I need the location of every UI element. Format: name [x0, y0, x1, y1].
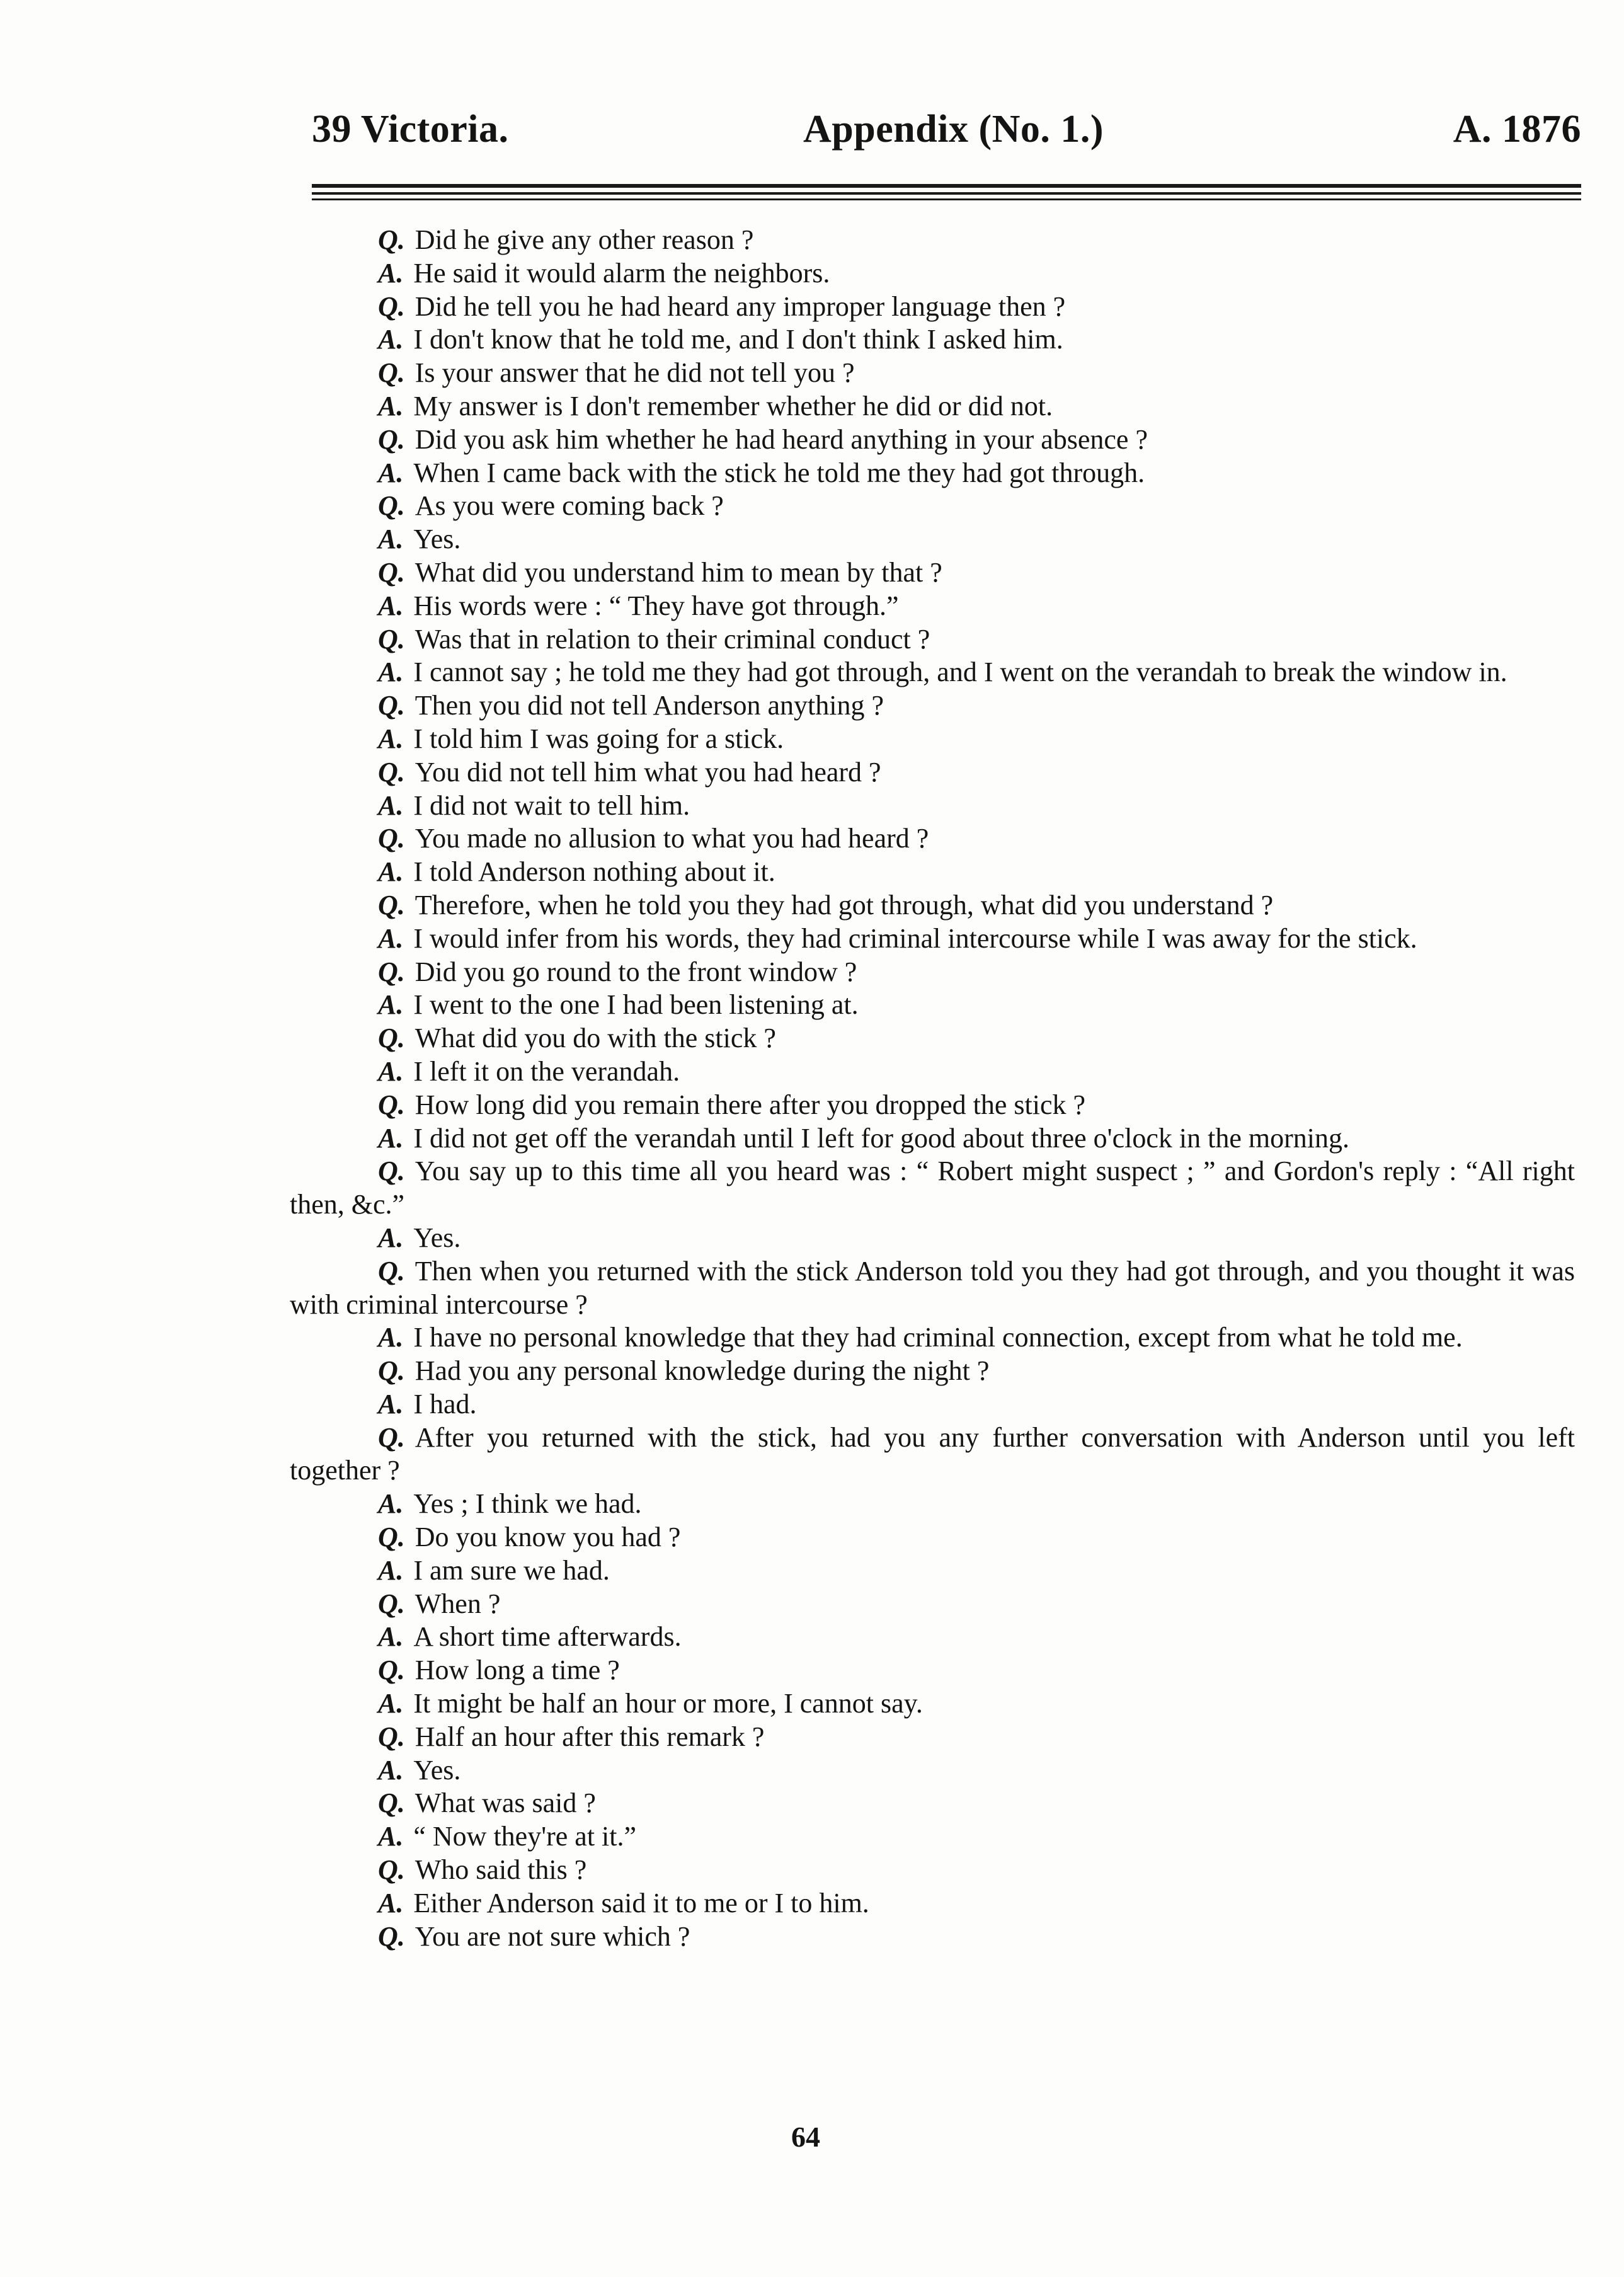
answer-line: [290, 1754, 1575, 1787]
answer-line: [290, 723, 1575, 756]
speaker-label: A.: [378, 1754, 404, 1786]
line-text: What did you understand him to mean by that ?: [415, 556, 942, 588]
answer-line: [290, 1820, 1575, 1854]
line-text: I don't know that he told me, and I don't think I asked him.: [413, 324, 1063, 355]
line-text: As you were coming back ?: [415, 490, 724, 522]
answer-line: [290, 323, 1575, 357]
answer-line: [290, 1388, 1575, 1421]
question-line: [290, 822, 1575, 856]
line-text: What did you do with the stick ?: [415, 1023, 776, 1054]
speaker-label: A.: [378, 789, 404, 821]
question-line: [290, 1654, 1575, 1687]
speaker-label: A.: [378, 324, 404, 355]
question-line: [290, 423, 1575, 457]
line-text: I did not get off the verandah until I left for good about three o'clock in the morning.: [413, 1122, 1349, 1154]
speaker-label: A.: [378, 457, 404, 488]
speaker-label: Q.: [378, 1787, 405, 1819]
speaker-label: Q.: [378, 1588, 405, 1619]
question-line: [290, 1355, 1575, 1388]
speaker-label: A.: [378, 989, 404, 1021]
question-line: [290, 1421, 1575, 1488]
answer-line: [290, 1122, 1575, 1156]
answer-line: [290, 390, 1575, 423]
line-text: You say up to this time all you heard was : “ Robert might suspect ; ” and Gordon's reply : “All right then, &c.”: [290, 1156, 1575, 1220]
page-footer: [0, 2120, 1624, 2154]
line-text: Then you did not tell Anderson anything ?: [415, 690, 884, 721]
speaker-label: Q.: [378, 1156, 405, 1187]
answer-line: [290, 1620, 1575, 1654]
line-text: Half an hour after this remark ?: [415, 1721, 765, 1752]
speaker-label: A.: [378, 1488, 404, 1520]
question-line: [290, 1089, 1575, 1122]
line-text: I told Anderson nothing about it.: [413, 856, 775, 888]
answer-line: [290, 656, 1575, 689]
question-line: [290, 556, 1575, 590]
speaker-label: A.: [378, 657, 404, 688]
line-text: You did not tell him what you had heard ?: [415, 756, 881, 788]
speaker-label: A.: [378, 1887, 404, 1919]
speaker-label: A.: [378, 1621, 404, 1653]
answer-line: [290, 257, 1575, 290]
line-text: I have no personal knowledge that they had criminal connection, except from what he told me.: [413, 1322, 1463, 1353]
header-title: Appendix (No. 1.): [803, 108, 1104, 151]
line-text: Did he tell you he had heard any improper language then ?: [415, 290, 1066, 322]
line-text: You are not sure which ?: [415, 1920, 690, 1952]
line-text: Do you know you had ?: [415, 1522, 681, 1553]
question-line: [290, 1022, 1575, 1055]
header-volume: 39 Victoria.: [312, 108, 509, 151]
answer-line: [290, 523, 1575, 556]
speaker-label: Q.: [378, 556, 405, 588]
answer-line: [290, 457, 1575, 490]
question-line: [290, 490, 1575, 523]
line-text: Therefore, when he told you they had got through, what did you understand ?: [415, 889, 1274, 921]
speaker-label: A.: [378, 1322, 404, 1353]
question-line: [290, 889, 1575, 922]
line-text: Yes ; I think we had.: [413, 1488, 642, 1520]
answer-line: [290, 1488, 1575, 1521]
speaker-label: Q.: [378, 1023, 405, 1054]
line-text: Either Anderson said it to me or I to him.: [413, 1887, 869, 1919]
question-line: [290, 1588, 1575, 1621]
speaker-label: A.: [378, 1554, 404, 1586]
speaker-label: Q.: [378, 490, 405, 522]
line-text: What was said ?: [415, 1787, 596, 1819]
speaker-label: Q.: [378, 1421, 405, 1453]
question-line: [290, 1155, 1575, 1222]
speaker-label: Q.: [378, 1522, 405, 1553]
line-text: I would infer from his words, they had criminal intercourse while I was away for the stick.: [413, 922, 1417, 954]
speaker-label: A.: [378, 723, 404, 754]
line-text: How long did you remain there after you dropped the stick ?: [415, 1089, 1086, 1120]
testimony-body: [290, 224, 1575, 1953]
header-rule-thin: [312, 198, 1581, 200]
line-text: Then when you returned with the stick Anderson told you they had got through, and you thought it was with criminal intercourse ?: [290, 1255, 1575, 1320]
line-text: I cannot say ; he told me they had got through, and I went on the verandah to break the window in.: [413, 657, 1507, 688]
speaker-label: A.: [378, 1688, 404, 1719]
speaker-label: Q.: [378, 1721, 405, 1752]
line-text: Did you go round to the front window ?: [415, 956, 857, 987]
line-text: I did not wait to tell him.: [413, 789, 690, 821]
line-text: How long a time ?: [415, 1655, 620, 1686]
answer-line: [290, 1554, 1575, 1588]
question-line: [290, 224, 1575, 257]
speaker-label: Q.: [378, 623, 405, 655]
speaker-label: A.: [378, 257, 404, 289]
line-text: My answer is I don't remember whether he did or did not.: [413, 390, 1053, 422]
page-number: 64: [791, 2121, 820, 2153]
question-line: [290, 1787, 1575, 1820]
speaker-label: Q.: [378, 290, 405, 322]
line-text: I had.: [413, 1388, 477, 1420]
speaker-label: A.: [378, 1122, 404, 1154]
speaker-label: Q.: [378, 823, 405, 854]
answer-line: [290, 922, 1575, 956]
speaker-label: Q.: [378, 357, 405, 389]
line-text: Did you ask him whether he had heard anything in your absence ?: [415, 423, 1148, 455]
line-text: He said it would alarm the neighbors.: [413, 257, 830, 289]
question-line: [290, 1255, 1575, 1322]
question-line: [290, 1521, 1575, 1554]
answer-line: [290, 856, 1575, 889]
header-rule-middle: [312, 192, 1581, 195]
speaker-label: A.: [378, 1388, 404, 1420]
line-text: “ Now they're at it.”: [413, 1821, 637, 1852]
speaker-label: A.: [378, 922, 404, 954]
question-line: [290, 1721, 1575, 1754]
line-text: After you returned with the stick, had you any further conversation with Anderson until you left together ?: [290, 1421, 1575, 1486]
answer-line: [290, 789, 1575, 823]
line-text: Is your answer that he did not tell you ?: [415, 357, 855, 389]
speaker-label: A.: [378, 1821, 404, 1852]
line-text: I went to the one I had been listening at.: [413, 989, 859, 1021]
header-rule-thick: [312, 184, 1581, 188]
speaker-label: Q.: [378, 690, 405, 721]
line-text: I left it on the verandah.: [413, 1055, 680, 1087]
speaker-label: Q.: [378, 1355, 405, 1387]
line-text: His words were : “ They have got through.”: [413, 590, 899, 621]
line-text: A short time afterwards.: [413, 1621, 682, 1653]
line-text: Had you any personal knowledge during the night ?: [415, 1355, 990, 1387]
question-line: [290, 956, 1575, 989]
answer-line: [290, 1687, 1575, 1721]
speaker-label: Q.: [378, 224, 405, 255]
speaker-label: Q.: [378, 1255, 405, 1287]
answer-line: [290, 1222, 1575, 1255]
line-text: I am sure we had.: [413, 1554, 610, 1586]
line-text: Yes.: [413, 524, 461, 555]
speaker-label: A.: [378, 390, 404, 422]
speaker-label: Q.: [378, 1089, 405, 1120]
speaker-label: A.: [378, 1055, 404, 1087]
question-line: [290, 357, 1575, 390]
line-text: When I came back with the stick he told me they had got through.: [413, 457, 1145, 488]
running-header: [312, 95, 1581, 164]
answer-line: [290, 1887, 1575, 1920]
answer-line: [290, 989, 1575, 1022]
speaker-label: A.: [378, 856, 404, 888]
answer-line: [290, 1321, 1575, 1355]
speaker-label: Q.: [378, 956, 405, 987]
answer-line: [290, 590, 1575, 623]
line-text: Yes.: [413, 1222, 461, 1253]
question-line: [290, 623, 1575, 657]
line-text: Did he give any other reason ?: [415, 224, 754, 255]
speaker-label: A.: [378, 590, 404, 621]
question-line: [290, 756, 1575, 789]
speaker-label: Q.: [378, 1854, 405, 1886]
question-line: [290, 1854, 1575, 1887]
speaker-label: Q.: [378, 423, 405, 455]
speaker-label: A.: [378, 1222, 404, 1253]
line-text: Was that in relation to their criminal conduct ?: [415, 623, 930, 655]
question-line: [290, 1920, 1575, 1954]
speaker-label: Q.: [378, 889, 405, 921]
answer-line: [290, 1055, 1575, 1089]
line-text: Who said this ?: [415, 1854, 587, 1886]
speaker-label: Q.: [378, 1920, 405, 1952]
line-text: You made no allusion to what you had heard ?: [415, 823, 929, 854]
line-text: When ?: [415, 1588, 501, 1619]
line-text: Yes.: [413, 1754, 461, 1786]
question-line: [290, 290, 1575, 324]
header-year: A. 1876: [1453, 108, 1581, 151]
line-text: It might be half an hour or more, I cannot say.: [413, 1688, 923, 1719]
speaker-label: A.: [378, 524, 404, 555]
question-line: [290, 689, 1575, 723]
speaker-label: Q.: [378, 1655, 405, 1686]
line-text: I told him I was going for a stick.: [413, 723, 784, 754]
speaker-label: Q.: [378, 756, 405, 788]
